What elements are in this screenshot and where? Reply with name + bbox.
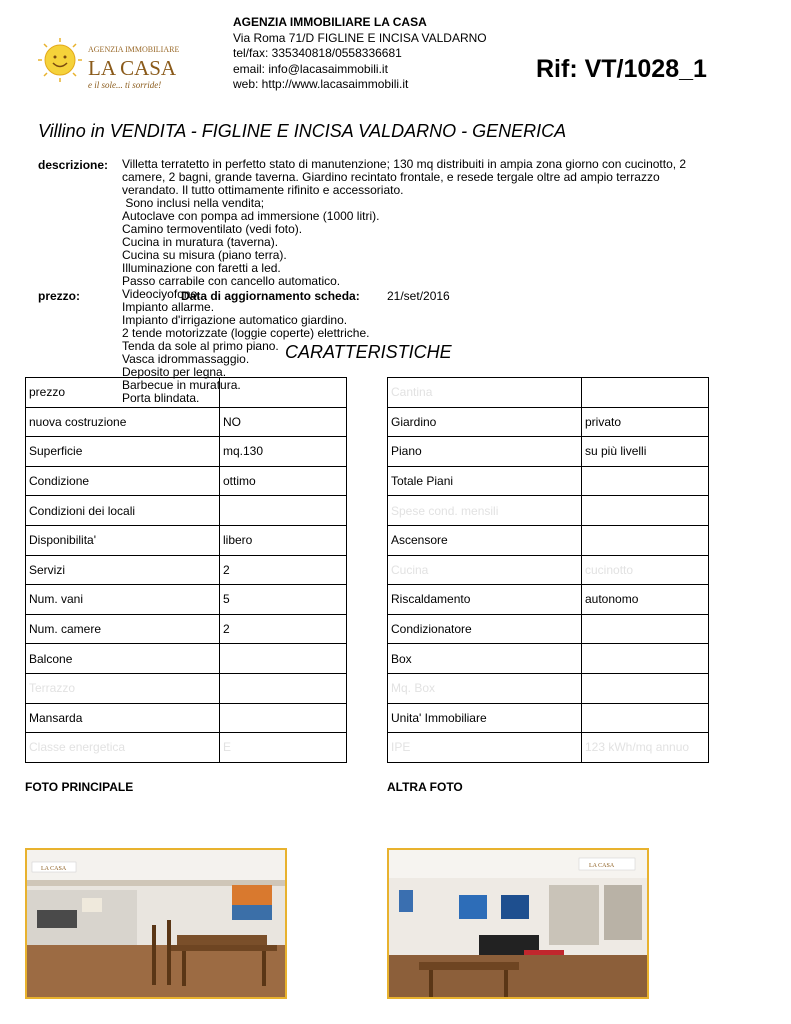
feature-right-row: [388, 437, 709, 467]
logo-slogan: e il sole... ti sorride!: [88, 80, 162, 90]
feature-name: nuova costruzione: [26, 407, 220, 437]
feature-value: [220, 378, 347, 408]
feature-value: autonomo: [582, 585, 709, 615]
feature-right-row: [388, 525, 709, 555]
feature-right-row: [388, 496, 709, 526]
feature-left-row: [26, 407, 347, 437]
feature-value: [220, 644, 347, 674]
feature-name: Unita' Immobiliare: [388, 703, 582, 733]
feature-value: [220, 703, 347, 733]
feature-right-row: [388, 555, 709, 585]
feature-name: Num. vani: [26, 585, 220, 615]
feature-name: Box: [388, 644, 582, 674]
feature-value: mq.130: [220, 437, 347, 467]
update-date-value: 21/set/2016: [387, 289, 450, 303]
feature-name: Terrazzo: [26, 673, 220, 703]
feature-value: [582, 466, 709, 496]
feature-value: [582, 614, 709, 644]
features-title: CARATTERISTICHE: [285, 342, 452, 362]
feature-left-row: [26, 585, 347, 615]
description-line: Cucina in muratura (taverna).: [122, 235, 279, 249]
description-line: Passo carrabile con cancello automatico.: [122, 274, 341, 288]
features-table-right: [387, 377, 709, 763]
agency-name: AGENZIA IMMOBILIARE LA CASA: [233, 15, 427, 29]
feature-value: cucinotto: [582, 555, 709, 585]
feature-value: privato: [582, 407, 709, 437]
agency-telfax: tel/fax: 335340818/0558336681: [233, 46, 402, 60]
description-line: Barbecue in muratura.: [122, 378, 241, 392]
description-line: Porta blindata.: [122, 391, 200, 405]
feature-left-row: [26, 733, 347, 763]
description-line: verandato. Il tutto ottimamente rifinito e accessoriato.: [122, 183, 404, 197]
agency-web[interactable]: web: http://www.lacasaimmobili.it: [233, 77, 409, 91]
feature-left-row: [26, 437, 347, 467]
description-line: Videociyofono.: [122, 287, 201, 301]
agency-logo: [30, 30, 190, 100]
feature-value: [220, 673, 347, 703]
feature-name: Cucina: [388, 555, 582, 585]
other-photo[interactable]: [387, 848, 649, 999]
feature-left-row: [26, 703, 347, 733]
price-label: prezzo:: [38, 289, 80, 303]
feature-value: 123 kWh/mq annuo: [582, 733, 709, 763]
feature-name: Disponibilita': [26, 525, 220, 555]
feature-right-row: [388, 673, 709, 703]
logo-top-text: AGENZIA IMMOBILIARE: [88, 45, 180, 54]
description-line: Sono inclusi nella vendita;: [122, 196, 265, 210]
description-line: Illuminazione con faretti a led.: [122, 261, 281, 275]
feature-value: 2: [220, 614, 347, 644]
feature-value: libero: [220, 525, 347, 555]
description-label: descrizione:: [38, 158, 109, 172]
feature-left-row: [26, 496, 347, 526]
feature-right-row: [388, 733, 709, 763]
feature-name: Totale Piani: [388, 466, 582, 496]
description-line: Vasca idrommassaggio.: [122, 352, 250, 366]
feature-value: [582, 703, 709, 733]
feature-value: [582, 496, 709, 526]
description-line: Impianto d'irrigazione automatico giardino.: [122, 313, 348, 327]
feature-value: [582, 673, 709, 703]
feature-name: Spese cond. mensili: [388, 496, 582, 526]
feature-left-row: [26, 644, 347, 674]
feature-value: E: [220, 733, 347, 763]
feature-value: NO: [220, 407, 347, 437]
feature-value: ottimo: [220, 466, 347, 496]
main-photo-label: FOTO PRINCIPALE: [25, 780, 134, 794]
sun-icon: [38, 38, 82, 82]
other-photo-label: ALTRA FOTO: [387, 780, 463, 794]
feature-name: Mq. Box: [388, 673, 582, 703]
agency-email[interactable]: email: info@lacasaimmobili.it: [233, 61, 388, 76]
description-line: camere, 2 bagni, grande taverna. Giardino recintato frontale, e resede tergale oltre ad ampio terrazzo: [122, 170, 660, 184]
logo-main-text: LA CASA: [88, 56, 177, 80]
feature-value: 2: [220, 555, 347, 585]
main-photo[interactable]: [25, 848, 287, 999]
feature-right-row: [388, 466, 709, 496]
feature-name: Piano: [388, 437, 582, 467]
svg-text:LA CASA: LA CASA: [589, 863, 615, 869]
feature-name: Num. camere: [26, 614, 220, 644]
feature-name: Giardino: [388, 407, 582, 437]
features-table-left: [25, 377, 347, 763]
description-line: Impianto allarme.: [122, 300, 215, 314]
reference-code: Rif: VT/1028_1: [536, 55, 707, 83]
feature-left-row: [26, 614, 347, 644]
feature-name: Servizi: [26, 555, 220, 585]
update-date-label: Data di aggiornamento scheda:: [181, 289, 360, 303]
description-line: Tenda da sole al primo piano.: [122, 339, 279, 353]
feature-name: Condizione: [26, 466, 220, 496]
description-line: Deposito per legna.: [122, 365, 227, 379]
feature-left-row: [26, 673, 347, 703]
feature-right-row: [388, 644, 709, 674]
listing-title: Villino in VENDITA - FIGLINE E INCISA VALDARNO - GENERICA: [38, 121, 567, 141]
feature-name: Ascensore: [388, 525, 582, 555]
feature-value: 5: [220, 585, 347, 615]
feature-name: Condizionatore: [388, 614, 582, 644]
feature-value: su più livelli: [582, 437, 709, 467]
description-line: Cucina su misura (piano terra).: [122, 248, 287, 262]
agency-info: [233, 15, 487, 93]
feature-left-row: [26, 466, 347, 496]
feature-name: Superficie: [26, 437, 220, 467]
description-line: 2 tende motorizzate (loggie coperte) elettriche.: [122, 326, 370, 340]
feature-name: Mansarda: [26, 703, 220, 733]
feature-right-row: [388, 378, 709, 408]
feature-right-row: [388, 407, 709, 437]
photo-watermark: LA CASA: [41, 866, 67, 872]
feature-left-row: [26, 378, 347, 408]
feature-left-row: [26, 555, 347, 585]
feature-left-row: [26, 525, 347, 555]
feature-name: IPE: [388, 733, 582, 763]
feature-name: Classe energetica: [26, 733, 220, 763]
feature-right-row: [388, 585, 709, 615]
feature-name: Cantina: [388, 378, 582, 408]
feature-value: [582, 525, 709, 555]
feature-name: prezzo: [26, 378, 220, 408]
agency-address: Via Roma 71/D FIGLINE E INCISA VALDARNO: [233, 30, 487, 45]
description-line: Autoclave con pompa ad immersione (1000 litri).: [122, 209, 380, 223]
feature-right-row: [388, 703, 709, 733]
feature-value: [582, 644, 709, 674]
feature-value: [220, 496, 347, 526]
feature-name: Riscaldamento: [388, 585, 582, 615]
feature-name: Condizioni dei locali: [26, 496, 220, 526]
description-text: [122, 158, 742, 405]
feature-value: [582, 378, 709, 408]
description-line: Camino termoventilato (vedi foto).: [122, 222, 303, 236]
feature-right-row: [388, 614, 709, 644]
feature-name: Balcone: [26, 644, 220, 674]
description-line: Villetta terratetto in perfetto stato di manutenzione; 130 mq distribuiti in ampia zona giorno con cucinotto, 2: [122, 157, 687, 171]
